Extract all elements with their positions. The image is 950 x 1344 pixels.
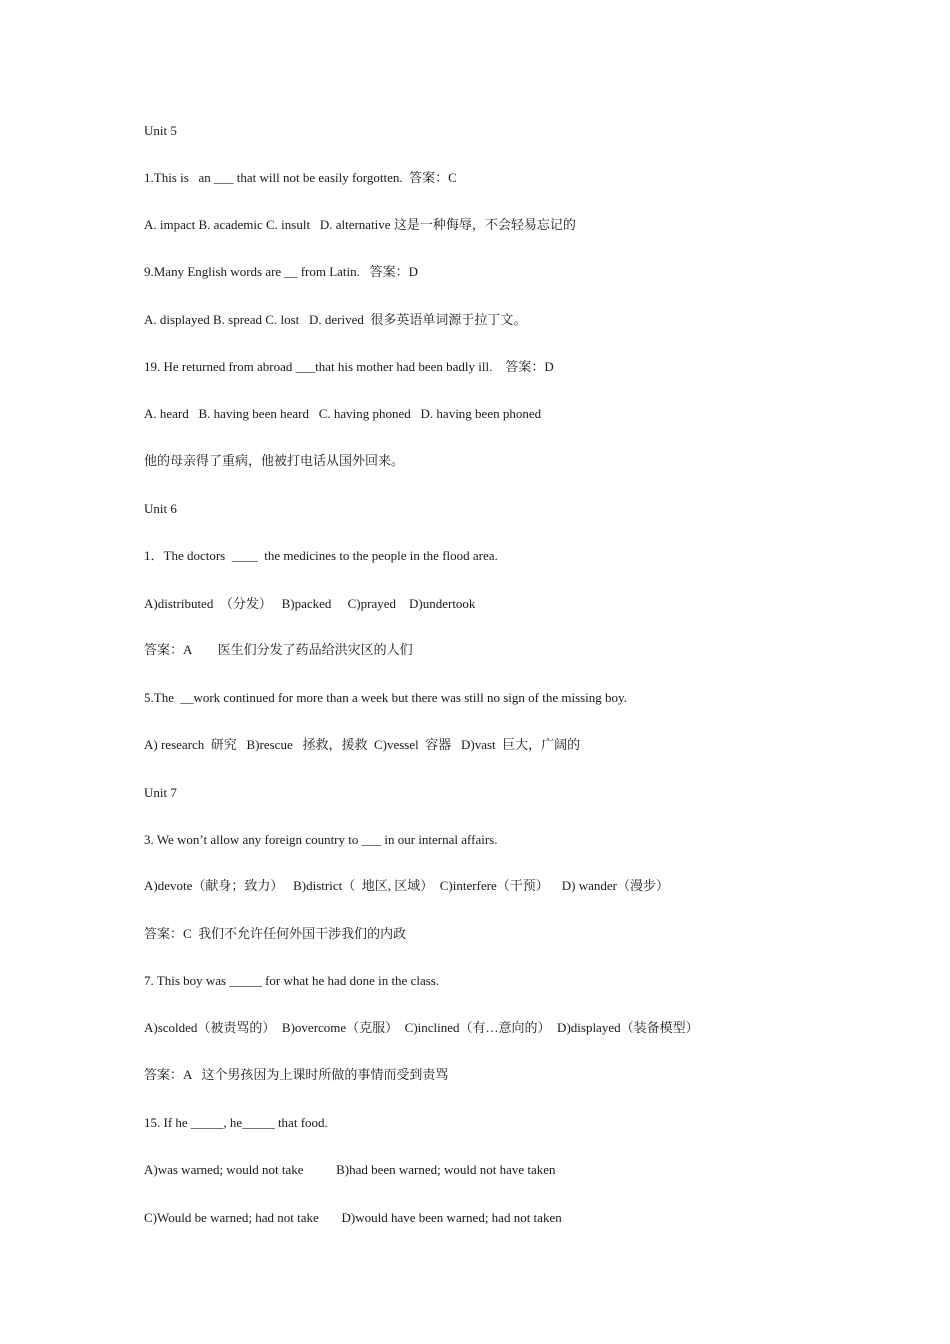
question-u7-15-stem: 15. If he _____, he_____ that food. bbox=[144, 1115, 328, 1130]
heading-unit-6: Unit 6 bbox=[144, 501, 177, 516]
question-u7-15-options-cd: C)Would be warned; had not take D)would have been warned; had not taken bbox=[144, 1210, 562, 1225]
question-u6-1-answer: 答案：A 医生们分发了药品给洪灾区的人们 bbox=[144, 642, 413, 657]
question-u6-5-options: A) research 研究 B)rescue 拯救，援救 C)vessel 容器 D)vast 巨大，广阔的 bbox=[144, 737, 581, 752]
question-u7-15-options-ab: A)was warned; would not take B)had been warned; would not have taken bbox=[144, 1162, 556, 1177]
question-19-stem: 19. He returned from abroad ___that his mother had been badly ill. 答案：D bbox=[144, 359, 554, 374]
question-1-stem: 1.This is an ___ that will not be easily forgotten. 答案：C bbox=[144, 170, 457, 185]
question-u6-1-stem: 1．The doctors ____ the medicines to the people in the flood area. bbox=[144, 548, 498, 563]
question-u7-3-stem: 3. We won’t allow any foreign country to ___ in our internal affairs. bbox=[144, 832, 498, 847]
question-u7-3-answer: 答案：C 我们不允许任何外国干涉我们的内政 bbox=[144, 926, 407, 941]
heading-unit-5: Unit 5 bbox=[144, 123, 177, 138]
question-19-options: A. heard B. having been heard C. having phoned D. having been phoned bbox=[144, 406, 542, 421]
question-9-stem: 9.Many English words are __ from Latin. 答案：D bbox=[144, 264, 419, 279]
question-u6-5-stem: 5.The __work continued for more than a week but there was still no sign of the missing boy. bbox=[144, 690, 627, 705]
heading-unit-7: Unit 7 bbox=[144, 785, 177, 800]
question-u7-7-stem: 7. This boy was _____ for what he had done in the class. bbox=[144, 973, 440, 988]
question-u7-7-answer: 答案：A 这个男孩因为上课时所做的事情而受到责骂 bbox=[144, 1067, 449, 1082]
question-u7-3-options: A)devote（献身；致力） B)district（ 地区, 区域） C)interfere（干预） D) wander（漫步） bbox=[144, 878, 669, 893]
question-19-translation: 他的母亲得了重病，他被打电话从国外回来。 bbox=[144, 453, 405, 468]
question-u7-7-options: A)scolded（被责骂的） B)overcome（克服） C)inclined（有…意向的） D)displayed（装备模型） bbox=[144, 1020, 699, 1035]
question-u6-1-options: A)distributed （分发） B)packed C)prayed D)undertook bbox=[144, 596, 476, 611]
question-1-options: A. impact B. academic C. insult D. alternative 这是一种侮辱，不会轻易忘记的 bbox=[144, 217, 576, 232]
question-9-options: A. displayed B. spread C. lost D. derived 很多英语单词源于拉丁文。 bbox=[144, 312, 527, 327]
